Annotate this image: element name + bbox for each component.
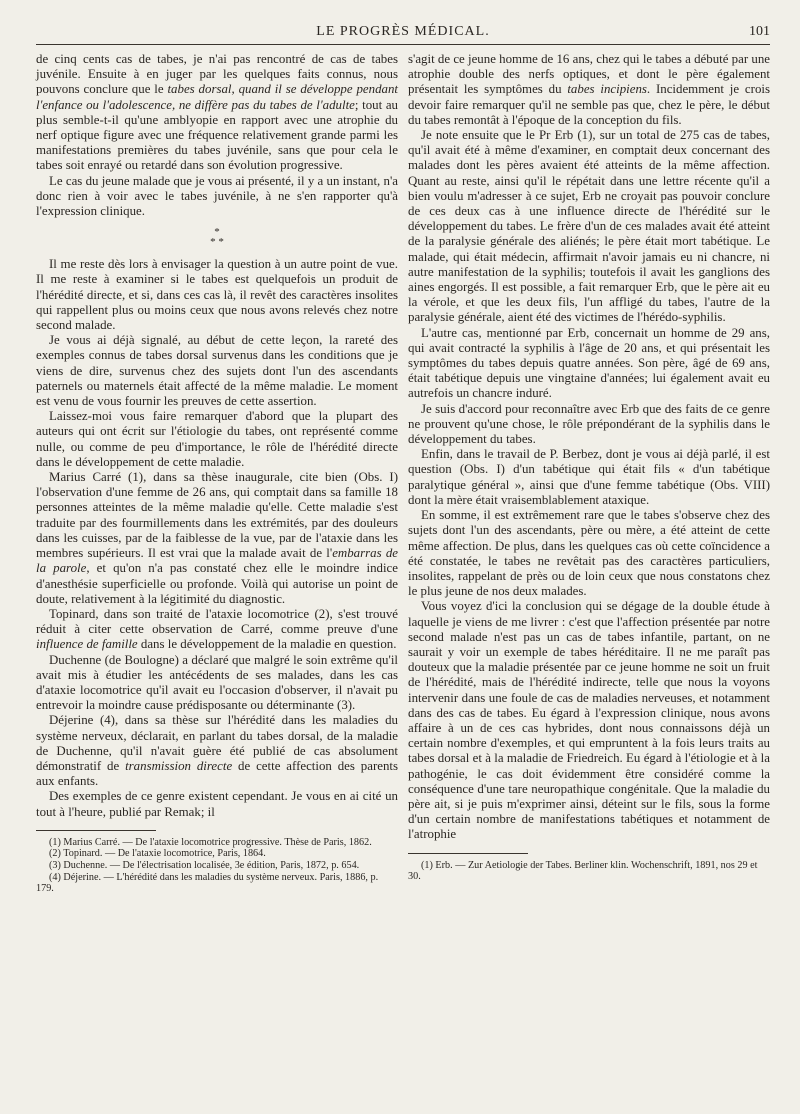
footnote: (2) Topinard. — De l'ataxie locomotrice, Paris, 1864.	[49, 848, 266, 860]
paragraph: Il me reste dès lors à envisager la question à un autre point de vue. Il me reste à examiner si le tabes est quelquefois un produit de l'hérédité directe, et si, dans ces cas là, il revêt des caractères insolites qui rappellent plus ou moins ceux que nous avons relevés chez notre second malade.	[36, 257, 398, 333]
journal-title: LE PROGRÈS MÉDICAL.	[316, 24, 490, 39]
paragraph: En somme, il est extrêmement rare que le tabes s'observe chez des sujets dont l'un des ascendants, père ou mère, a été atteint de cette même affection. De plus, dans les quelques cas où cette coïncidence a été constatée, le tabes ne revêtait pas des caractères particuliers, insolites, rappelant de près ou de loin ceux que nous constatons chez le plus jeune de nos deux malades.	[408, 508, 770, 599]
paragraph: de cinq cents cas de tabes, je n'ai pas rencontré de cas de tabes juvénile. Ensuite à en juger par les quelques faits connus, nous pouvons conclure que le tabes dorsal, quand il se développe pendant l'enfance ou l'adolescence, ne diffère pas du tabes de l'adulte; tout au plus semble-t-il qu'une amblyopie en rapport avec une atrophie du nerf optique figure avec une fréquence relativement grande parmi les manifestations premières du tabes juvénile, sans que pour cela le tabes soit enrayé ou retardé dans son évolution progressive.	[36, 52, 398, 173]
footnote: (1) Marius Carré. — De l'ataxie locomotrice progressive. Thèse de Paris, 1862.	[49, 836, 372, 848]
right-column	[408, 52, 770, 883]
paragraph: Enfin, dans le travail de P. Berbez, dont je vous ai déjà parlé, il est question (Obs. I) d'un tabétique qui était fils « d'un tabétique paralytique général », ainsi que d'une femme tabétique (Obs. VIII) dont la mère était vraisemblablement ataxique.	[408, 447, 770, 507]
footnote-rule	[36, 830, 156, 831]
page-number: 101	[749, 24, 770, 39]
paragraph: Des exemples de ce genre existent cependant. Je vous en ai cité un tout à l'heure, publié par Remak; il	[36, 789, 398, 819]
paragraph: Le cas du jeune malade que je vous ai présenté, il y a un instant, n'a donc rien à voir avec le tabes juvénile, à ne s'en rapporter qu'à l'expression clinique.	[36, 173, 398, 219]
footnote-rule	[408, 853, 528, 854]
paragraph: Marius Carré (1), dans sa thèse inaugurale, cite bien (Obs. I) l'observation d'une femme de 26 ans, qui comptait dans sa famille 18 personnes atteintes de la même maladie qu'elle. Cette maladie s'est traduite par des fourmillements dans les extrémités, par des douleurs dans les cuisses, par de la faiblesse de la vue, par de l'ataxie dans les membres supérieurs. Il est vrai que la malade avait de l'embarras de la parole, et qu'on n'a pas constaté chez elle le moindre indice d'anesthésie superficielle ou profonde. Voilà qui autorise un point de doute, relativement à la légitimité du diagnostic.	[36, 470, 398, 606]
paragraph: s'agit de ce jeune homme de 16 ans, chez qui le tabes a débuté par une atrophie double des nerfs optiques, et dont le père également présentait les symptômes du tabes incipiens. Incidemment je crois devoir faire remarquer qu'il ne semble pas que, chez le père, le début du tabes remontât à l'époque de la conception du fils.	[408, 52, 770, 127]
paragraph: Je suis d'accord pour reconnaître avec Erb que des faits de ce genre ne prouvent qu'une chose, le rôle prépondérant de la syphilis dans le développement du tabes.	[408, 401, 770, 447]
paragraph: Je vous ai déjà signalé, au début de cette leçon, la rareté des exemples connus de tabes dorsal survenus dans les conditions que je viens de dire, survenus chez des sujets dont l'un des ascendants paternels ou maternels était affecté de la même maladie. Le moment est venu de vous fournir les preuves de cette assertion.	[36, 333, 398, 409]
header-rule	[36, 44, 770, 45]
paragraph: Topinard, dans son traité de l'ataxie locomotrice (2), s'est trouvé réduit à citer cette observation de Carré, comme preuve d'une influence de famille dans le développement de la maladie en question.	[36, 606, 398, 652]
paragraph: Déjerine (4), dans sa thèse sur l'hérédité dans les maladies du système nerveux, déclarait, en parlant du tabes dorsal, de la maladie de Duchenne, qu'il n'avait guère été publié de cas absolument démonstratif de transmission directe de cette affection des parents aux enfants.	[36, 713, 399, 789]
paragraph: Laissez-moi vous faire remarquer d'abord que la plupart des auteurs qui ont écrit sur l'étiologie du tabes, ont représenté comme nulle, ou comme de peu d'importance, le rôle de l'hérédité directe dans le développement de cette maladie.	[36, 409, 398, 469]
footnote: (4) Déjerine. — L'hérédité dans les maladies du système nerveux. Paris, 1886, p. 179.	[36, 871, 379, 895]
footnote: (1) Erb. — Zur Aetiologie der Tabes. Berliner klin. Wochenschrift, 1891, nos 29 et 30.	[408, 859, 758, 883]
paragraph: L'autre cas, mentionné par Erb, concernait un homme de 29 ans, qui avait contracté la syphilis à l'âge de 20 ans, et qui présentait les symptômes du tabes depuis quatre années. Son père, âgé de 69 ans, était tabétique depuis une vingtaine d'années; lui également avait eu autrefois un chancre induré.	[408, 325, 770, 401]
page-header	[36, 22, 770, 44]
left-column	[36, 52, 398, 895]
section-separator: * * *	[210, 226, 224, 249]
footnote: (3) Duchenne. — De l'électrisation localisée, 3e édition, Paris, 1872, p. 654.	[49, 859, 360, 871]
paragraph: Duchenne (de Boulogne) a déclaré que malgré le soin extrême qu'il avait mis à étudier les antécédents de ses malades, dans les cas d'ataxie locomotrice qu'il avait eu l'occasion d'observer, il n'avait pu entrevoir la moindre cause prédisposante ou déterminante (3).	[36, 652, 398, 713]
paragraph: Vous voyez d'ici la conclusion qui se dégage de la double étude à laquelle je viens de me livrer : c'est que l'affection présentée par notre second malade n'est pas un cas de tabes infantile, partant, on ne saurait y voir un exemple de tabes héréditaire. Il ne me paraît pas douteux que la maladie présentée par ce jeune homme ne soit un fruit de l'hérédité, mais de l'hérédité indirecte, telle que nous la voyons intervenir dans une foule de cas de maladies nerveuses, et notamment dans des cas de tabes. Eu égard à l'expression clinique, nous avons affaire à un de ces cas hybrides, dont nous connaissons déjà un certain nombre d'exemples, et qui empruntent à la fois leurs traits au tabes dorsal et à la maladie de Friedreich. Eu égard à l'étiologie et à la pathogénie, le cas doit évidemment être considéré comme la conséquence d'une tare neuropathique congénitale. Que la maladie du père ait, si je puis m'exprimer ainsi, déteint sur le fils, sous la forme d'un certain nombre de manifestations tabétiques et notamment de l'atrophie	[408, 599, 770, 842]
paragraph: Je note ensuite que le Pr Erb (1), sur un total de 275 cas de tabes, qu'il avait été à même d'examiner, en comptait deux concernant des malades dont les pères avaient été atteints de la même affection. Quant au reste, ainsi qu'il le répétait dans une lettre récente qu'il a bien voulu m'adresser à ce sujet, Erb ne croyait pas pouvoir conclure de ces deux cas à une influence directe de l'hérédité sur le développement du tabes. Le frère d'un de ces malades avait été atteint de la paralysie générale des aliénés; le père était mort tabétique. Le malade, qui était médecin, affirmait n'avoir jamais eu ni chancre, ni autre manifestation de la syphilis; toutefois il avait les ganglions des aines engorgés. Il est possible, a fait remarquer Erb, que le père ait eu la vérole, et que les deux fils, l'un affligé du tabes, l'autre de la paralysie générale, aient été des victimes de l'hérédo-syphilis.	[408, 128, 770, 325]
